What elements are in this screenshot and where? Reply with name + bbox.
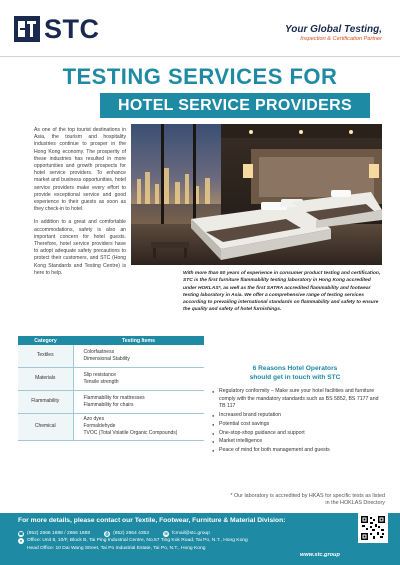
fax-icon: ⎙: [105, 530, 109, 536]
stc-logo-icon: [14, 16, 40, 42]
logo-text: STC: [44, 14, 100, 44]
contact-email[interactable]: [163, 530, 210, 537]
tagline-accent: Your Global: [284, 24, 342, 35]
testing-items-table: [18, 336, 204, 441]
email-icon: ✉: [164, 530, 168, 536]
tagline: [285, 24, 382, 42]
contact-footer: [0, 513, 400, 565]
table-item: Tensile strength: [83, 378, 119, 385]
list-item: ● One-stop-shop guidance and support: [212, 430, 384, 438]
reasons-title-line2: should get in touch with STC: [249, 374, 341, 381]
table-item: Flammability for chairs: [83, 401, 134, 408]
page-subtitle-banner: HOTEL SERVICE PROVIDERS: [100, 93, 370, 118]
phone-icon: ☎: [18, 530, 24, 536]
table-item: TVOC (Total Volatile Organic Compounds): [83, 429, 178, 436]
table-item: Formaldehyde: [83, 423, 116, 430]
location-icon: ●: [19, 538, 23, 544]
contact-address: [18, 537, 248, 544]
table-item: Dimensional Stability: [83, 355, 130, 362]
contact-details: [18, 530, 348, 552]
table-header-category: Category: [18, 336, 73, 345]
email-address: fcmail@stc.group: [172, 531, 210, 536]
website-link[interactable]: www.stc.group: [300, 552, 340, 558]
table-cell-items: [73, 367, 204, 390]
list-item: ● Peace of mind for both management and guests: [212, 447, 384, 455]
header: [0, 0, 400, 58]
table-row: [18, 413, 204, 440]
table-cell-items: [73, 413, 204, 440]
table-row: [18, 345, 204, 367]
intro-text-column: [34, 127, 126, 283]
table-item: Flammability for mattresses: [83, 394, 145, 401]
office-address: Office: Unit 8, 10/F, Block B, Tai Ping Industrial Centre, No.57 Ting Kok Road, Tai Po, N.T., Hong Kong: [27, 538, 248, 544]
table-cell-items: [73, 345, 204, 367]
header-divider: [0, 56, 400, 57]
table-row: [18, 367, 204, 390]
head-office-address: Head Office: 10 Dai Wang Street, Tai Po Industrial Estate, Tai Po, N.T., Hong Kong: [27, 545, 206, 551]
intro-paragraph-2: In addition to a great and comfortable accommodations, safety is also an important concern for hotel guests. Therefore, hotel service providers have to adopt adequate safety precautions to protect their customers, and STC (Hong Kong Standards and Testing Centre) is here to help.: [34, 219, 126, 276]
reasons-title: [208, 364, 382, 382]
table-header-testing-items: Testing Items: [73, 336, 204, 345]
fax-number: (852) 2664 4353: [113, 531, 149, 536]
phone-number: (852) 2666 1888 / 2666 1888: [27, 531, 91, 536]
stc-logo[interactable]: [14, 16, 100, 42]
table-row: [18, 390, 204, 413]
hotel-room-photo: [131, 124, 382, 265]
footer-title: For more details, please contact our Textile, Footwear, Furniture & Material Division:: [18, 517, 286, 524]
list-item: ● Regulatory conformity – Make sure your hotel facilities and furniture comply with the mandatory standards such as BS 5852, BS 7177 and TB 117: [212, 388, 384, 411]
table-cell-items: [73, 390, 204, 413]
table-cell-category: Chemical: [18, 413, 73, 440]
contact-fax: [104, 530, 149, 537]
list-item: ● Potential cost savings: [212, 421, 384, 429]
accreditation-footnote: * Our laboratory is accredited by HKAS for specific tests as listed in the HOKLAS Directory: [230, 493, 385, 507]
qr-code-icon[interactable]: [358, 513, 388, 543]
list-item: ● Market intelligence: [212, 438, 384, 446]
tagline-rest: Testing,: [341, 24, 382, 35]
tagline-sub: Inspection & Certification Partner: [300, 36, 382, 42]
intro-paragraph-1: As one of the top tourist destinations in Asia, the tourism and hospitality industries continue to prosper in the Hong Kong economy. The prosperity of these industries has resulted in more opportunities and growth prospects for hotel service providers. To enhance market and business opportunities, hotel service providers make every effort to provide exceptional service and good experience to their guests as soon as they check-in to hotel.: [34, 127, 126, 213]
table-cell-category: Materials: [18, 367, 73, 390]
table-item: Azo dyes: [83, 416, 105, 423]
reasons-title-line1: 6 Reasons Hotel Operators: [252, 365, 338, 372]
page-title: TESTING SERVICES FOR: [62, 64, 338, 89]
table-cell-category: Flammability: [18, 390, 73, 413]
list-item: ● Increased brand reputation: [212, 412, 384, 420]
table-item: Slip resistance: [83, 371, 117, 378]
contact-phone[interactable]: [18, 530, 90, 537]
intro-highlight-text: With more than 50 years of experience in consumer product testing and certification, STC is the first furniture flammability testing laboratory in Hong Kong accredited under HOKLAS*, as well as the first SATRA accredited flammability and footwear testing laboratory in Asia. We offer a comprehensive range of testing services according to prevailing international standards on flammability and safety to ensure the quality and safety of hotel furnishings.: [183, 271, 381, 313]
table-item: Colorfastness: [83, 348, 115, 355]
table-cell-category: Textiles: [18, 345, 73, 367]
table-header-row: [18, 336, 204, 345]
reasons-list: [212, 388, 384, 456]
